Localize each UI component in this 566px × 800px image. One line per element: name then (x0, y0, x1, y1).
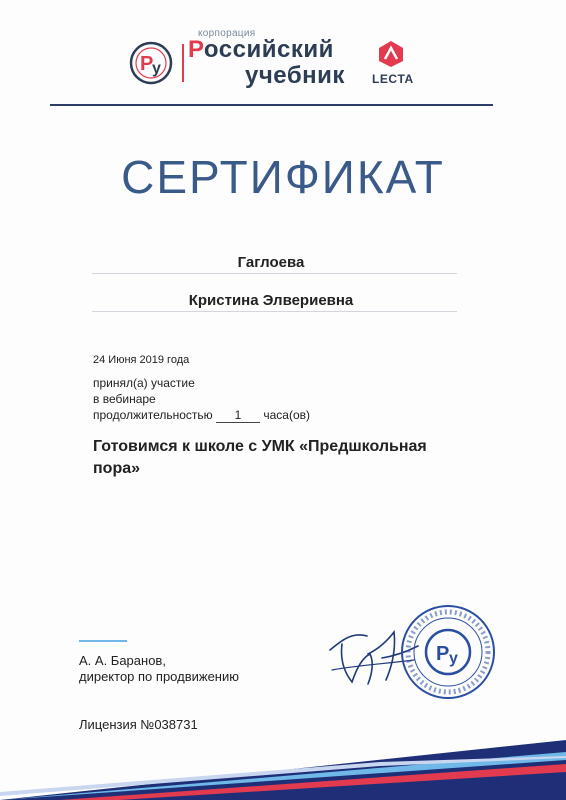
recipient-surname: Гаглоева (237, 254, 305, 271)
rossiysky-uchebnik-logo-icon (128, 40, 174, 86)
given-names-underline (92, 311, 457, 312)
signer-name: А. А. Баранов, (79, 653, 166, 668)
brand-caption: корпорация (198, 28, 256, 39)
brand-initial: Р (188, 36, 204, 63)
brand-separator (182, 44, 184, 82)
event-date: 24 Июня 2019 года (93, 354, 190, 366)
svg-text:Р: Р (436, 643, 450, 665)
webinar-text: в вебинаре (93, 392, 156, 406)
svg-text:у: у (449, 650, 458, 667)
brand-name-line1 (188, 36, 334, 64)
license-number: Лицензия №038731 (79, 717, 198, 732)
hours-value: 1 (216, 409, 260, 423)
signer-role: директор по продвижению (79, 669, 239, 684)
webinar-topic: Готовимся к школе с УМК «Предшкольная пора» (93, 438, 427, 477)
duration-label: продолжительностью (93, 408, 213, 422)
brand-name-rest: оссийский (203, 36, 334, 63)
svg-text:у: у (152, 60, 161, 77)
participation-text: принял(а) участие (93, 376, 195, 390)
surname-underline (92, 273, 457, 274)
lecta-logo-icon (377, 40, 405, 68)
certificate-title: СЕРТИФИКАТ (121, 151, 445, 203)
footer-decorative-stripes (0, 700, 566, 800)
company-stamp (398, 602, 498, 702)
brand-name-line2: учебник (245, 62, 345, 89)
header-divider (50, 104, 493, 106)
svg-text:Р: Р (140, 53, 154, 75)
signer-accent-rule (79, 640, 127, 642)
duration-line (93, 408, 310, 423)
lecta-wordmark: LECTA (372, 72, 414, 86)
hours-unit: часа(ов) (263, 408, 310, 422)
recipient-given-names: Кристина Элвериевна (188, 292, 354, 309)
